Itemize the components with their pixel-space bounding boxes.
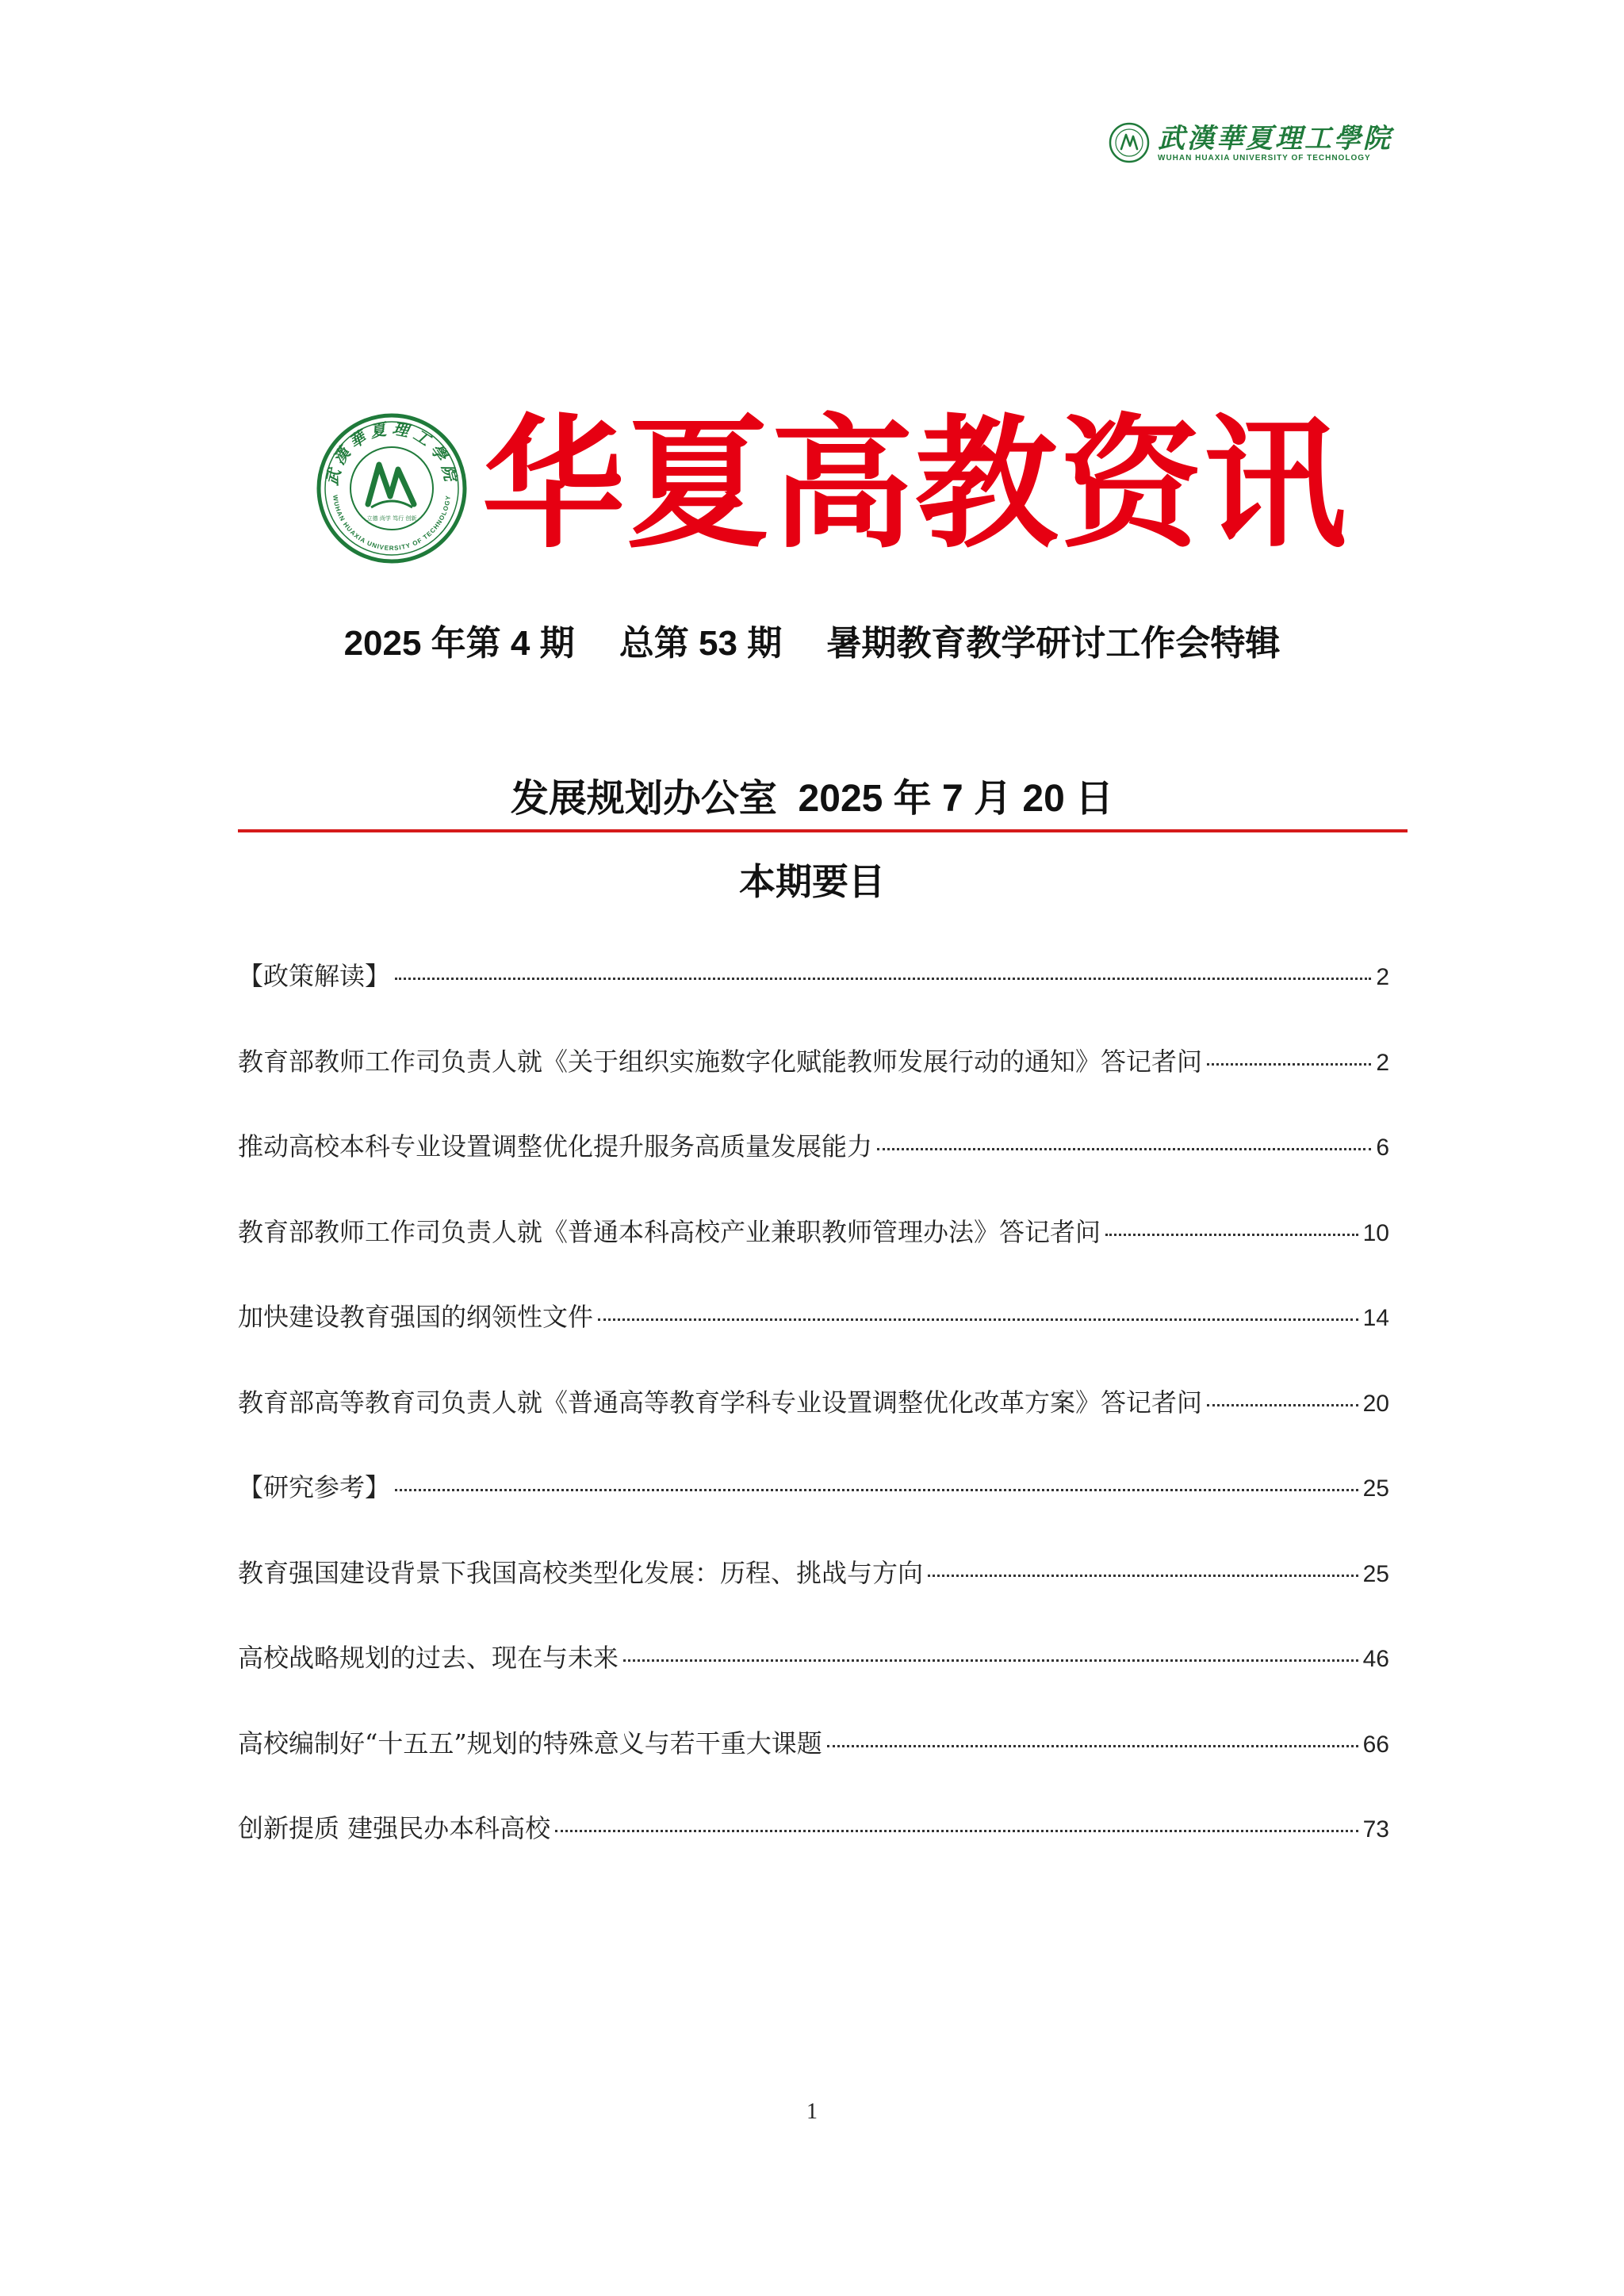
toc-leader-dots — [827, 1745, 1358, 1747]
header-logo — [1109, 117, 1392, 168]
toc-leader-dots — [555, 1830, 1358, 1832]
toc-entry[interactable] — [238, 1212, 1389, 1298]
university-seal-icon — [316, 412, 468, 564]
toc-entry-title: 【政策解读】 — [238, 961, 391, 991]
toc-leader-dots — [928, 1575, 1358, 1577]
toc-leader-dots — [877, 1148, 1371, 1150]
toc-entry-title: 教育强国建设背景下我国高校类型化发展：历程、挑战与方向 — [238, 1557, 924, 1588]
toc-entry[interactable] — [238, 1127, 1389, 1212]
toc-entry-title: 【研究参考】 — [238, 1472, 391, 1502]
svg-text:武漢華夏理工學院: 武漢華夏理工學院 — [322, 419, 462, 488]
toc-leader-dots — [1207, 1404, 1358, 1406]
toc-leader-dots — [598, 1318, 1358, 1321]
toc-entry[interactable] — [238, 1297, 1389, 1383]
toc-entry-page: 2 — [1376, 1049, 1389, 1076]
toc-entry-page: 14 — [1362, 1305, 1389, 1331]
toc-entry-page: 73 — [1362, 1816, 1389, 1843]
toc-entry-title: 教育部教师工作司负责人就《关于组织实施数字化赋能教师发展行动的通知》答记者问 — [238, 1046, 1203, 1077]
issue-line: 2025 年第 4 期 总第 53 期 暑期教育教学研讨工作会特辑 — [343, 624, 1281, 663]
toc-entry[interactable] — [238, 1553, 1389, 1639]
toc-entry-page: 6 — [1376, 1135, 1389, 1161]
toc-entry[interactable] — [238, 1808, 1389, 1894]
toc-entry-page: 46 — [1362, 1646, 1389, 1672]
toc-entry[interactable] — [238, 1383, 1389, 1468]
red-divider — [238, 829, 1408, 832]
toc-leader-dots — [395, 978, 1371, 980]
svg-text:WUHAN HUAXIA UNIVERSITY OF TEC: WUHAN HUAXIA UNIVERSITY OF TECHNOLOGY — [331, 494, 452, 553]
toc-entry-title: 教育部教师工作司负责人就《普通本科高校产业兼职教师管理办法》答记者问 — [238, 1216, 1101, 1247]
university-emblem-icon — [1109, 122, 1150, 163]
toc-entry-title: 高校战略规划的过去、现在与未来 — [238, 1643, 619, 1673]
toc-leader-dots — [623, 1659, 1358, 1662]
toc-entry-page: 2 — [1376, 964, 1389, 990]
toc-entry-title: 教育部高等教育司负责人就《普通高等教育学科专业设置调整优化改革方案》答记者问 — [238, 1387, 1203, 1418]
office-date-line: 发展规划办公室 2025 年 7 月 20 日 — [510, 778, 1114, 820]
masthead-title: 华夏高教资讯 — [482, 402, 1349, 568]
toc-entry-title: 推动高校本科专业设置调整优化提升服务高质量发展能力 — [238, 1131, 873, 1161]
toc-entry-page: 25 — [1362, 1475, 1389, 1502]
toc-entry[interactable] — [238, 1468, 1389, 1553]
masthead — [316, 402, 1349, 568]
toc-entry-title: 创新提质 建强民办本科高校 — [238, 1813, 551, 1843]
toc-leader-dots — [395, 1489, 1358, 1491]
toc-entry-title: 高校编制好“十五五”规划的特殊意义与若干重大课题 — [238, 1728, 822, 1758]
svg-text:立德 尚学 笃行 创新: 立德 尚学 笃行 创新 — [366, 515, 417, 522]
school-name-cn: 武漢華夏理工學院 — [1158, 122, 1392, 155]
table-of-contents — [238, 956, 1389, 1894]
toc-entry[interactable] — [238, 1042, 1389, 1127]
toc-entry-title: 加快建设教育强国的纲领性文件 — [238, 1302, 594, 1332]
page-number: 1 — [806, 2099, 818, 2124]
toc-entry-page: 66 — [1362, 1731, 1389, 1758]
toc-entry[interactable] — [238, 1638, 1389, 1724]
toc-entry-page: 20 — [1362, 1390, 1389, 1417]
toc-heading: 本期要目 — [739, 860, 885, 903]
toc-entry[interactable] — [238, 956, 1389, 1042]
toc-entry-page: 25 — [1362, 1560, 1389, 1587]
school-name-en: WUHAN HUAXIA UNIVERSITY OF TECHNOLOGY — [1158, 153, 1371, 163]
toc-entry-page: 10 — [1362, 1219, 1389, 1246]
toc-leader-dots — [1207, 1063, 1371, 1066]
toc-leader-dots — [1105, 1234, 1358, 1236]
toc-entry[interactable] — [238, 1724, 1389, 1809]
